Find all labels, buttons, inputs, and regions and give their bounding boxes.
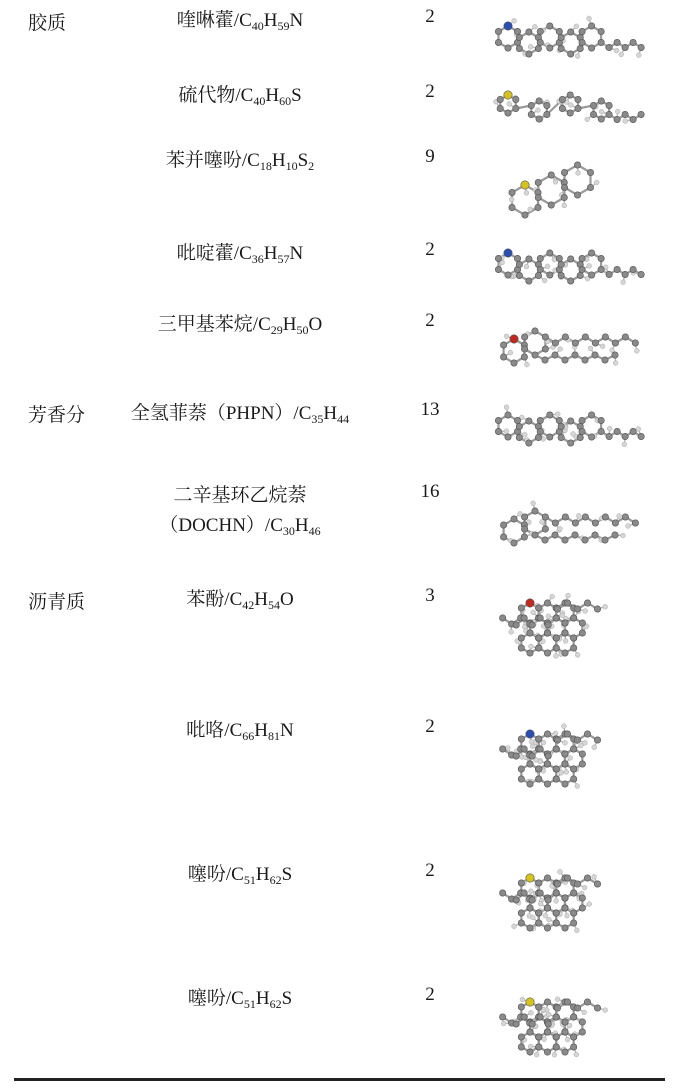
molecule-image xyxy=(490,310,660,380)
compound-name xyxy=(110,310,370,340)
molecule-structure-graphic xyxy=(490,152,660,232)
molecule-image xyxy=(490,85,660,129)
group-label-aromatic: 芳香分 xyxy=(28,405,86,426)
formula-subscript: 81 xyxy=(267,729,280,743)
compound-name xyxy=(110,239,370,269)
formula-element: C xyxy=(247,150,260,171)
compound-name-text xyxy=(110,481,370,511)
formula-subscript: 10 xyxy=(285,159,298,173)
compound-name-text xyxy=(110,6,370,36)
compound-label: 二辛基环乙烷萘 xyxy=(173,485,307,506)
compound-label: 喹啉藿/ xyxy=(176,10,240,31)
compound-name xyxy=(110,6,370,36)
molecule-image xyxy=(490,481,660,569)
molecule-structure-graphic xyxy=(490,399,660,459)
formula-element: H xyxy=(255,988,270,1009)
molecule-structure-graphic xyxy=(490,716,660,841)
compound-label: 苯酚/ xyxy=(186,589,230,610)
molecule-atoms xyxy=(499,724,600,789)
formula-subscript: 51 xyxy=(243,873,256,887)
formula-element: S xyxy=(291,85,302,106)
molecule-image xyxy=(490,585,660,705)
compound-label: （DOCHN）/ xyxy=(159,515,271,537)
compound-name xyxy=(110,146,370,176)
formula-element: C xyxy=(239,243,252,264)
formula-subscript: 51 xyxy=(243,997,256,1011)
molecule-atoms xyxy=(499,869,600,932)
compound-name-text xyxy=(110,511,370,541)
molecule-structure-graphic xyxy=(490,12,660,68)
compound-name xyxy=(110,716,370,746)
molecule-image xyxy=(490,984,660,1074)
molecule-count: 2 xyxy=(425,860,435,881)
formula-element: C xyxy=(239,10,252,31)
molecule-count: 13 xyxy=(420,399,440,420)
formula-element: C xyxy=(258,314,271,335)
formula-subscript: 36 xyxy=(251,252,264,266)
formula-subscript: 66 xyxy=(242,729,255,743)
molecule-atoms xyxy=(495,249,644,285)
formula-subscript: 35 xyxy=(311,412,324,426)
formula-element: H xyxy=(323,403,338,424)
compound-label: 噻吩/ xyxy=(187,864,232,885)
compound-name-text xyxy=(110,984,370,1014)
compound-label: 全氢菲萘（PHPN）/ xyxy=(130,403,299,424)
compound-name xyxy=(110,585,370,615)
molecule-bonds xyxy=(512,165,597,215)
formula-subscript: 2 xyxy=(308,159,315,173)
molecule-structure-graphic xyxy=(490,239,660,295)
compound-name-text xyxy=(110,716,370,746)
formula-element: C xyxy=(229,720,243,741)
molecule-atoms xyxy=(499,593,607,658)
molecule-image xyxy=(490,12,660,68)
formula-element: H xyxy=(282,314,297,335)
molecule-count: 2 xyxy=(425,716,435,737)
formula-element: H xyxy=(263,243,278,264)
compound-name-text xyxy=(110,146,370,176)
formula-element: S xyxy=(281,864,293,885)
molecule-atoms xyxy=(499,997,607,1057)
formula-subscript: 62 xyxy=(269,997,282,1011)
formula-element: H xyxy=(254,589,268,610)
formula-subscript: 46 xyxy=(308,524,321,539)
formula-subscript: 40 xyxy=(253,94,266,108)
formula-element: H xyxy=(294,515,309,537)
molecule-structure-graphic xyxy=(490,860,660,970)
formula-element: N xyxy=(289,243,304,264)
formula-element: H xyxy=(271,150,286,171)
molecule-count: 2 xyxy=(425,239,435,260)
molecule-count: 2 xyxy=(425,81,435,102)
molecule-structure-graphic xyxy=(490,585,660,705)
compound-name xyxy=(110,860,370,890)
molecule-count: 2 xyxy=(425,310,435,331)
compound-label: 硫代物/ xyxy=(178,85,241,106)
formula-subscript: 50 xyxy=(296,323,309,337)
compound-name-text xyxy=(110,860,370,890)
molecule-structure-graphic xyxy=(490,310,660,380)
molecule-count: 16 xyxy=(420,481,440,502)
compound-label: 吡啶藿/ xyxy=(176,243,240,264)
compound-label: 吡咯/ xyxy=(186,720,230,741)
formula-element: S xyxy=(297,150,309,171)
molecule-atoms xyxy=(493,91,644,124)
molecule-structure-graphic xyxy=(490,85,660,129)
compound-name-text xyxy=(110,585,370,615)
molecule-atoms xyxy=(495,16,644,58)
formula-element: S xyxy=(281,988,293,1009)
formula-element: H xyxy=(263,10,278,31)
formula-subscript: 59 xyxy=(277,19,290,33)
formula-subscript: 29 xyxy=(270,323,283,337)
molecule-count: 2 xyxy=(425,6,435,27)
molecule-atoms xyxy=(500,328,639,367)
molecule-structure-graphic xyxy=(490,984,660,1074)
formula-element: H xyxy=(254,720,268,741)
formula-element: H xyxy=(265,85,280,106)
formula-subscript: 54 xyxy=(267,598,280,612)
compound-name xyxy=(110,481,370,542)
formula-element: C xyxy=(231,988,244,1009)
formula-element: N xyxy=(279,720,294,741)
group-label-asphaltene: 沥青质 xyxy=(28,592,86,613)
formula-subscript: 40 xyxy=(251,19,264,33)
table-bottom-rule xyxy=(14,1078,665,1081)
molecule-count: 2 xyxy=(425,984,435,1005)
formula-subscript: 62 xyxy=(269,873,282,887)
formula-element: C xyxy=(298,403,312,424)
molecule-image xyxy=(490,239,660,295)
molecule-count: 3 xyxy=(425,585,435,606)
compound-label: 苯并噻吩/ xyxy=(165,150,248,171)
formula-element: C xyxy=(270,515,283,537)
compound-name xyxy=(110,81,370,111)
molecule-image xyxy=(490,399,660,459)
molecule-structure-graphic xyxy=(490,481,660,569)
molecule-image xyxy=(490,860,660,970)
formula-subscript: 42 xyxy=(242,598,255,612)
formula-element: C xyxy=(231,864,244,885)
molecule-atoms xyxy=(495,405,644,447)
formula-subscript: 44 xyxy=(337,412,350,426)
compound-label: 噻吩/ xyxy=(187,988,232,1009)
formula-element: C xyxy=(240,85,254,106)
formula-element: N xyxy=(289,10,304,31)
formula-subscript: 18 xyxy=(259,159,272,173)
group-label-resin: 胶质 xyxy=(28,13,67,34)
formula-element: H xyxy=(255,864,270,885)
molecule-image xyxy=(490,716,660,841)
compound-label: 三甲基苯烷/ xyxy=(157,314,259,335)
compound-name-text xyxy=(110,310,370,340)
formula-subscript: 57 xyxy=(277,252,290,266)
compound-name-text xyxy=(110,399,370,429)
compound-name-text xyxy=(110,81,370,111)
compound-name xyxy=(110,399,370,429)
formula-element: O xyxy=(279,589,294,610)
formula-subscript: 30 xyxy=(282,524,295,539)
molecule-image xyxy=(490,152,660,232)
formula-element: O xyxy=(308,314,323,335)
compound-name-text xyxy=(110,239,370,269)
compound-name xyxy=(110,984,370,1014)
formula-subscript: 60 xyxy=(279,94,292,108)
formula-element: C xyxy=(229,589,243,610)
molecule-count: 9 xyxy=(425,146,435,167)
